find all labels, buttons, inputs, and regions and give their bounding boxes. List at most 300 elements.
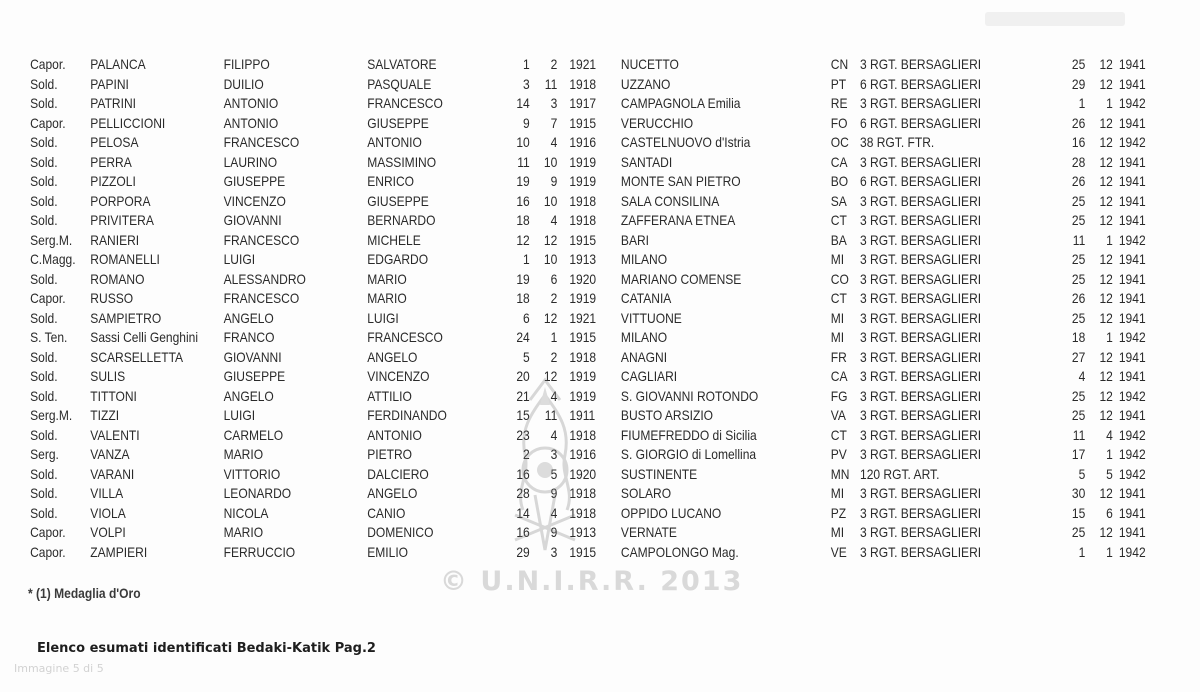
birthplace-cell: S. GIOVANNI ROTONDO	[620, 387, 759, 404]
unit-cell: 3 RGT. BERSAGLIERI	[860, 290, 982, 306]
birthplace-cell: BARI	[620, 231, 650, 248]
death-year-cell: 1941	[1118, 173, 1146, 189]
province-cell: PT	[830, 75, 847, 92]
death-day-cell: 25	[1071, 192, 1086, 209]
birthplace-cell: UZZANO	[620, 75, 671, 92]
birth-year-cell: 1920	[569, 270, 597, 287]
birth-month-cell: 5	[550, 465, 558, 482]
rank-cell: S. Ten.	[30, 329, 68, 345]
first-name-cell: DUILIO	[223, 75, 264, 92]
province-cell: FR	[830, 348, 847, 365]
birth-month-cell: 9	[550, 524, 558, 540]
birthplace-cell: FIUMEFREDDO di Sicilia	[620, 426, 757, 443]
birth-month-cell: 10	[543, 192, 558, 209]
province-cell: OC	[830, 134, 849, 150]
first-name-cell: LEONARDO	[223, 485, 292, 501]
father-name-cell: EDGARDO	[367, 251, 429, 267]
birth-year-cell: 1916	[569, 134, 597, 150]
surname-cell: SCARSELLETTA	[90, 348, 184, 365]
unit-cell: 3 RGT. BERSAGLIERI	[860, 485, 982, 501]
province-cell: PZ	[830, 504, 847, 521]
unit-cell: 6 RGT. BERSAGLIERI	[860, 114, 982, 131]
father-name-cell: DOMENICO	[367, 524, 434, 540]
birthplace-cell: VERUCCHIO	[620, 114, 694, 131]
roster-row	[0, 192, 1200, 212]
province-cell: MI	[830, 309, 845, 326]
unit-cell: 3 RGT. BERSAGLIERI	[860, 543, 982, 560]
first-name-cell: FRANCESCO	[223, 290, 300, 306]
birthplace-cell: MONTE SAN PIETRO	[620, 173, 741, 189]
death-day-cell: 25	[1071, 387, 1086, 404]
surname-cell: VIOLA	[90, 504, 126, 521]
birth-month-cell: 4	[550, 387, 558, 404]
death-year-cell: 1941	[1118, 348, 1146, 365]
surname-cell: ROMANO	[90, 270, 145, 287]
death-day-cell: 25	[1071, 212, 1086, 228]
death-day-cell: 27	[1071, 348, 1086, 365]
birth-month-cell: 11	[544, 407, 558, 423]
first-name-cell: ANGELO	[223, 387, 274, 404]
province-cell: MI	[830, 485, 845, 501]
birth-month-cell: 10	[543, 251, 558, 267]
birth-year-cell: 1918	[569, 212, 597, 228]
death-year-cell: 1942	[1118, 95, 1146, 111]
death-day-cell: 28	[1071, 153, 1086, 170]
death-day-cell: 26	[1071, 114, 1086, 131]
unit-cell: 3 RGT. BERSAGLIERI	[860, 504, 982, 521]
surname-cell: VARANI	[90, 465, 135, 482]
province-cell: CT	[830, 290, 847, 306]
father-name-cell: MARIO	[367, 270, 407, 287]
surname-cell: VALENTI	[90, 426, 140, 443]
father-name-cell: LUIGI	[367, 309, 399, 326]
unit-cell: 3 RGT. BERSAGLIERI	[860, 426, 982, 443]
birth-year-cell: 1911	[569, 407, 596, 423]
father-name-cell: BERNARDO	[367, 212, 436, 228]
unit-cell: 38 RGT. FTR.	[860, 134, 935, 150]
rank-cell: Capor.	[30, 543, 66, 560]
death-year-cell: 1941	[1118, 290, 1146, 306]
birth-month-cell: 2	[550, 290, 558, 306]
death-month-cell: 12	[1099, 368, 1113, 384]
birthplace-cell: NUCETTO	[620, 56, 679, 72]
death-day-cell: 11	[1072, 231, 1086, 248]
death-year-cell: 1942	[1118, 231, 1146, 248]
birth-day-cell: 11	[517, 153, 530, 170]
death-year-cell: 1941	[1118, 56, 1146, 72]
first-name-cell: ANTONIO	[223, 114, 279, 131]
roster-row	[0, 75, 1200, 95]
death-day-cell: 4	[1078, 368, 1086, 384]
province-cell: MI	[830, 251, 845, 267]
birthplace-cell: S. GIORGIO di Lomellina	[620, 446, 757, 462]
roster-row	[0, 250, 1200, 270]
roster-row	[0, 289, 1200, 309]
father-name-cell: MASSIMINO	[367, 153, 437, 170]
birth-month-cell: 2	[550, 56, 558, 72]
birthplace-cell: CAMPOLONGO Mag.	[620, 543, 739, 560]
death-month-cell: 12	[1099, 192, 1113, 209]
unit-cell: 3 RGT. BERSAGLIERI	[860, 387, 982, 404]
birth-month-cell: 12	[543, 309, 558, 326]
roster-row	[0, 231, 1200, 251]
death-year-cell: 1942	[1118, 465, 1146, 482]
birth-year-cell: 1919	[569, 173, 597, 189]
birthplace-cell: MARIANO COMENSE	[620, 270, 742, 287]
death-day-cell: 5	[1078, 465, 1086, 482]
father-name-cell: FRANCESCO	[367, 95, 443, 111]
birth-year-cell: 1917	[569, 95, 597, 111]
father-name-cell: ANGELO	[367, 348, 418, 365]
rank-cell: Sold.	[30, 95, 58, 111]
death-month-cell: 12	[1099, 56, 1113, 72]
unit-cell: 3 RGT. BERSAGLIERI	[860, 329, 982, 345]
father-name-cell: ATTILIO	[367, 387, 412, 404]
birth-month-cell: 11	[544, 75, 558, 92]
roster-row	[0, 211, 1200, 231]
death-month-cell: 1	[1106, 95, 1113, 111]
first-name-cell: LUIGI	[223, 407, 256, 423]
rank-cell: Sold.	[30, 192, 58, 209]
province-cell: BA	[830, 231, 847, 248]
rank-cell: Sold.	[30, 270, 58, 287]
birth-year-cell: 1918	[569, 426, 597, 443]
father-name-cell: EMILIO	[367, 543, 409, 560]
father-name-cell: ANGELO	[367, 485, 418, 501]
death-month-cell: 1	[1106, 329, 1113, 345]
unit-cell: 3 RGT. BERSAGLIERI	[860, 407, 982, 423]
first-name-cell: FERRUCCIO	[223, 543, 296, 560]
province-cell: VA	[830, 407, 846, 423]
birth-day-cell: 16	[516, 524, 530, 540]
image-counter: Immagine 5 di 5	[14, 662, 104, 675]
rank-cell: Sold.	[30, 309, 58, 326]
death-month-cell: 12	[1099, 75, 1113, 92]
birth-year-cell: 1913	[569, 251, 597, 267]
birth-day-cell: 18	[516, 290, 530, 306]
birthplace-cell: VITTUONE	[620, 309, 682, 326]
province-cell: FO	[830, 114, 848, 131]
province-cell: CT	[830, 212, 847, 228]
death-month-cell: 12	[1099, 524, 1113, 540]
unit-cell: 3 RGT. BERSAGLIERI	[860, 270, 982, 287]
death-year-cell: 1941	[1118, 485, 1146, 501]
father-name-cell: PASQUALE	[367, 75, 432, 92]
rank-cell: Sold.	[30, 348, 58, 365]
death-year-cell: 1941	[1118, 407, 1146, 423]
surname-cell: PERRA	[90, 153, 132, 170]
birth-month-cell: 4	[550, 212, 558, 228]
birth-day-cell: 19	[516, 270, 530, 287]
surname-cell: RANIERI	[90, 231, 140, 248]
birth-month-cell: 4	[550, 134, 558, 150]
first-name-cell: GIOVANNI	[223, 348, 282, 365]
rank-cell: Serg.M.	[30, 407, 73, 423]
surname-cell: Sassi Celli Genghini	[90, 329, 199, 345]
birth-day-cell: 23	[516, 426, 530, 443]
first-name-cell: MARIO	[223, 446, 264, 462]
page-caption: Elenco esumati identificati Bedaki-Katik Pag.2	[37, 641, 376, 656]
surname-cell: TIZZI	[90, 407, 120, 423]
birth-day-cell: 12	[516, 231, 530, 248]
death-year-cell: 1941	[1118, 192, 1146, 209]
death-year-cell: 1941	[1118, 114, 1146, 131]
birth-year-cell: 1920	[569, 465, 597, 482]
surname-cell: PORPORA	[90, 192, 151, 209]
father-name-cell: SALVATORE	[367, 56, 437, 72]
roster-row	[0, 94, 1200, 114]
birth-year-cell: 1919	[569, 290, 597, 306]
death-day-cell: 25	[1071, 56, 1086, 72]
death-month-cell: 12	[1099, 251, 1113, 267]
first-name-cell: GIUSEPPE	[223, 368, 286, 384]
unit-cell: 3 RGT. BERSAGLIERI	[860, 95, 982, 111]
birth-year-cell: 1916	[569, 446, 597, 462]
surname-cell: PAPINI	[90, 75, 129, 92]
surname-cell: PALANCA	[90, 56, 146, 72]
footnote: * (1) Medaglia d'Oro	[28, 585, 141, 601]
birth-month-cell: 6	[550, 270, 558, 287]
birth-month-cell: 3	[550, 446, 558, 462]
death-day-cell: 25	[1071, 524, 1086, 540]
province-cell: CT	[830, 426, 847, 443]
death-day-cell: 1	[1078, 543, 1086, 560]
death-day-cell: 25	[1071, 309, 1086, 326]
death-month-cell: 12	[1099, 173, 1113, 189]
death-month-cell: 6	[1106, 504, 1113, 521]
birth-year-cell: 1921	[569, 56, 597, 72]
faded-header-mark	[985, 12, 1125, 26]
unit-cell: 6 RGT. BERSAGLIERI	[860, 173, 982, 189]
birth-year-cell: 1915	[569, 231, 597, 248]
first-name-cell: ALESSANDRO	[223, 270, 306, 287]
first-name-cell: FRANCO	[223, 329, 275, 345]
unit-cell: 3 RGT. BERSAGLIERI	[860, 251, 982, 267]
birth-day-cell: 14	[516, 504, 530, 521]
province-cell: CN	[830, 56, 849, 72]
death-year-cell: 1941	[1118, 75, 1146, 92]
first-name-cell: FRANCESCO	[223, 134, 300, 150]
province-cell: MN	[830, 465, 850, 482]
death-month-cell: 12	[1099, 290, 1113, 306]
copyright-watermark: © U.N.I.R.R. 2013	[440, 566, 744, 597]
death-year-cell: 1942	[1118, 134, 1146, 150]
rank-cell: Sold.	[30, 485, 58, 501]
rank-cell: Sold.	[30, 426, 58, 443]
death-day-cell: 15	[1071, 504, 1086, 521]
birth-year-cell: 1915	[569, 114, 597, 131]
father-name-cell: GIUSEPPE	[367, 114, 429, 131]
birth-year-cell: 1915	[569, 329, 597, 345]
unit-cell: 3 RGT. BERSAGLIERI	[860, 153, 982, 170]
birthplace-cell: SANTADI	[620, 153, 673, 170]
birth-day-cell: 3	[523, 75, 530, 92]
birth-month-cell: 2	[550, 348, 558, 365]
birth-year-cell: 1918	[569, 348, 597, 365]
birthplace-cell: CATANIA	[620, 290, 672, 306]
death-day-cell: 17	[1071, 446, 1086, 462]
birth-month-cell: 12	[543, 368, 558, 384]
birth-day-cell: 9	[523, 114, 530, 131]
regimental-emblem-watermark	[485, 375, 605, 560]
death-month-cell: 12	[1099, 134, 1113, 150]
father-name-cell: MARIO	[367, 290, 407, 306]
roster-row	[0, 114, 1200, 134]
first-name-cell: FRANCESCO	[223, 231, 300, 248]
birth-day-cell: 16	[516, 465, 530, 482]
first-name-cell: CARMELO	[223, 426, 284, 443]
birth-day-cell: 28	[516, 485, 530, 501]
death-day-cell: 16	[1071, 134, 1086, 150]
birth-month-cell: 12	[543, 231, 558, 248]
first-name-cell: FILIPPO	[223, 56, 270, 72]
surname-cell: PELLICCIONI	[90, 114, 166, 131]
roster-row	[0, 133, 1200, 153]
surname-cell: ROMANELLI	[90, 251, 160, 267]
unit-cell: 3 RGT. BERSAGLIERI	[860, 309, 982, 326]
birth-year-cell: 1915	[569, 543, 597, 560]
province-cell: MI	[830, 524, 845, 540]
rank-cell: Sold.	[30, 387, 58, 404]
rank-cell: Sold.	[30, 504, 58, 521]
death-day-cell: 26	[1071, 173, 1086, 189]
birth-day-cell: 1	[523, 251, 530, 267]
birth-day-cell: 14	[516, 95, 530, 111]
birth-year-cell: 1921	[569, 309, 597, 326]
birthplace-cell: ZAFFERANA ETNEA	[620, 212, 736, 228]
birth-day-cell: 29	[516, 543, 530, 560]
rank-cell: Capor.	[30, 56, 66, 72]
roster-row	[0, 270, 1200, 290]
rank-cell: Sold.	[30, 465, 58, 482]
death-year-cell: 1942	[1118, 426, 1146, 443]
surname-cell: RUSSO	[90, 290, 134, 306]
first-name-cell: VITTORIO	[223, 465, 281, 482]
birthplace-cell: SUSTINENTE	[620, 465, 698, 482]
province-cell: PV	[830, 446, 847, 462]
roster-row	[0, 55, 1200, 75]
father-name-cell: VINCENZO	[367, 368, 430, 384]
birthplace-cell: SOLARO	[620, 485, 672, 501]
birthplace-cell: ANAGNI	[620, 348, 668, 365]
birth-month-cell: 9	[550, 485, 558, 501]
surname-cell: VOLPI	[90, 524, 126, 540]
province-cell: CA	[830, 153, 848, 170]
surname-cell: TITTONI	[90, 387, 137, 404]
death-day-cell: 25	[1071, 270, 1086, 287]
father-name-cell: FRANCESCO	[367, 329, 443, 345]
birth-year-cell: 1919	[569, 387, 597, 404]
first-name-cell: LUIGI	[223, 251, 256, 267]
roster-row	[0, 153, 1200, 173]
birth-month-cell: 4	[550, 426, 558, 443]
birthplace-cell: BUSTO ARSIZIO	[620, 407, 714, 423]
birth-year-cell: 1918	[569, 504, 597, 521]
father-name-cell: GIUSEPPE	[367, 192, 429, 209]
death-year-cell: 1941	[1118, 153, 1146, 170]
death-year-cell: 1942	[1118, 387, 1146, 404]
birthplace-cell: VERNATE	[620, 524, 677, 540]
birth-day-cell: 19	[516, 173, 530, 189]
first-name-cell: VINCENZO	[223, 192, 286, 209]
death-year-cell: 1941	[1118, 212, 1146, 228]
rank-cell: C.Magg.	[30, 251, 76, 267]
rank-cell: Sold.	[30, 173, 58, 189]
rank-cell: Serg.M.	[30, 231, 73, 248]
birth-day-cell: 6	[523, 309, 530, 326]
death-day-cell: 25	[1071, 407, 1086, 423]
death-month-cell: 12	[1099, 153, 1113, 170]
death-day-cell: 25	[1071, 251, 1086, 267]
father-name-cell: ANTONIO	[367, 134, 422, 150]
death-month-cell: 1	[1106, 231, 1113, 248]
death-month-cell: 12	[1099, 485, 1113, 501]
roster-row	[0, 172, 1200, 192]
death-month-cell: 12	[1099, 387, 1113, 404]
unit-cell: 3 RGT. BERSAGLIERI	[860, 231, 982, 248]
first-name-cell: ANTONIO	[223, 95, 279, 111]
rank-cell: Sold.	[30, 153, 58, 170]
birth-day-cell: 10	[516, 134, 530, 150]
birth-month-cell: 7	[550, 114, 558, 131]
unit-cell: 3 RGT. BERSAGLIERI	[860, 524, 982, 540]
birthplace-cell: CASTELNUOVO d'Istria	[620, 134, 751, 150]
death-day-cell: 30	[1071, 485, 1086, 501]
death-month-cell: 5	[1106, 465, 1113, 482]
unit-cell: 120 RGT. ART.	[860, 465, 940, 482]
father-name-cell: MICHELE	[367, 231, 421, 248]
birth-year-cell: 1919	[569, 153, 597, 170]
roster-row	[0, 309, 1200, 329]
death-day-cell: 18	[1071, 329, 1086, 345]
province-cell: CO	[830, 270, 849, 287]
province-cell: MI	[830, 329, 845, 345]
surname-cell: PATRINI	[90, 95, 137, 111]
surname-cell: SAMPIETRO	[90, 309, 162, 326]
province-cell: BO	[830, 173, 849, 189]
province-cell: CA	[830, 368, 848, 384]
death-month-cell: 12	[1099, 309, 1113, 326]
birth-month-cell: 3	[550, 95, 558, 111]
birthplace-cell: CAMPAGNOLA Emilia	[620, 95, 741, 111]
father-name-cell: PIETRO	[367, 446, 413, 462]
death-year-cell: 1942	[1118, 543, 1146, 560]
death-year-cell: 1941	[1118, 504, 1146, 521]
surname-cell: PRIVITERA	[90, 212, 154, 228]
first-name-cell: GIUSEPPE	[223, 173, 286, 189]
province-cell: VE	[830, 543, 847, 560]
birth-day-cell: 15	[516, 407, 530, 423]
surname-cell: SULIS	[90, 368, 126, 384]
surname-cell: PIZZOLI	[90, 173, 136, 189]
birth-year-cell: 1913	[569, 524, 597, 540]
roster-row	[0, 348, 1200, 368]
birth-month-cell: 4	[550, 504, 558, 521]
birth-day-cell: 2	[523, 446, 530, 462]
death-month-cell: 12	[1099, 348, 1113, 365]
unit-cell: 3 RGT. BERSAGLIERI	[860, 56, 982, 72]
father-name-cell: DALCIERO	[367, 465, 429, 482]
province-cell: SA	[830, 192, 847, 209]
death-year-cell: 1942	[1118, 329, 1146, 345]
first-name-cell: MARIO	[223, 524, 264, 540]
rank-cell: Sold.	[30, 75, 58, 92]
death-year-cell: 1941	[1118, 368, 1146, 384]
father-name-cell: ANTONIO	[367, 426, 422, 443]
death-month-cell: 12	[1099, 212, 1113, 228]
birth-month-cell: 9	[550, 173, 558, 189]
rank-cell: Sold.	[30, 212, 58, 228]
